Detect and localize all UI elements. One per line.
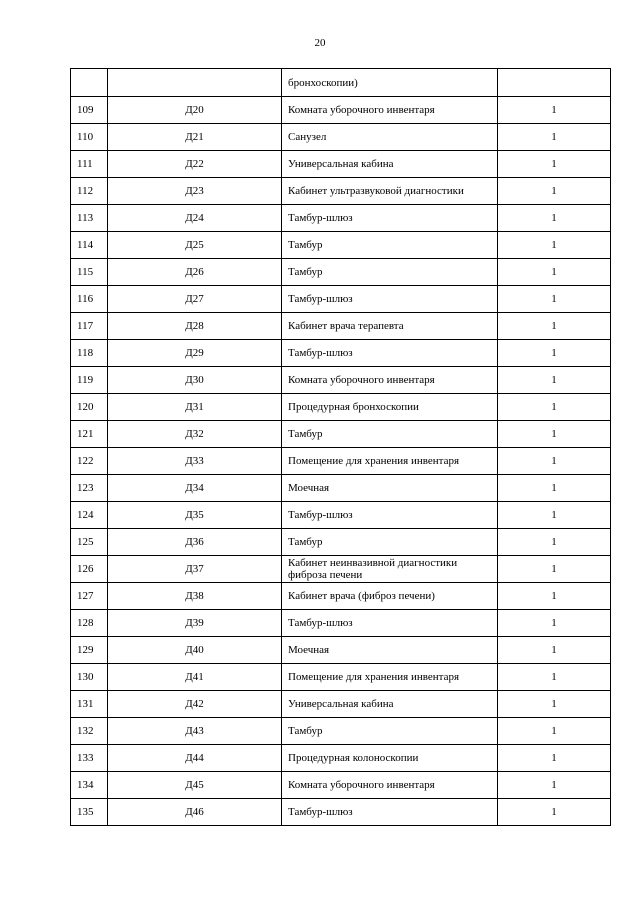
room-name-cell: бронхоскопии): [282, 69, 498, 97]
quantity-cell: 1: [498, 475, 611, 502]
table-row: [71, 691, 611, 718]
room-code-cell: Д33: [108, 448, 282, 475]
room-name-cell: Комната уборочного инвентаря: [282, 367, 498, 394]
quantity-cell: 1: [498, 556, 611, 583]
row-number-cell: 129: [71, 637, 108, 664]
row-number-cell: 114: [71, 232, 108, 259]
table-row: [71, 151, 611, 178]
table-row: [71, 178, 611, 205]
room-name-cell: Комната уборочного инвентаря: [282, 772, 498, 799]
table-row: [71, 313, 611, 340]
room-name-cell: Тамбур-шлюз: [282, 799, 498, 826]
quantity-cell: 1: [498, 664, 611, 691]
room-code-cell: Д26: [108, 259, 282, 286]
rooms-table-body: [71, 69, 611, 826]
room-name-cell: Процедурная бронхоскопии: [282, 394, 498, 421]
room-code-cell: Д23: [108, 178, 282, 205]
quantity-cell: 1: [498, 124, 611, 151]
row-number-cell: 121: [71, 421, 108, 448]
row-number-cell: 134: [71, 772, 108, 799]
room-code-cell: Д46: [108, 799, 282, 826]
room-code-cell: Д42: [108, 691, 282, 718]
table-row: [71, 610, 611, 637]
row-number-cell: 123: [71, 475, 108, 502]
row-number-cell: 120: [71, 394, 108, 421]
table-row: [71, 583, 611, 610]
quantity-cell: [498, 69, 611, 97]
room-code-cell: Д37: [108, 556, 282, 583]
room-code-cell: Д22: [108, 151, 282, 178]
table-row: [71, 286, 611, 313]
room-code-cell: Д25: [108, 232, 282, 259]
room-name-cell: Комната уборочного инвентаря: [282, 97, 498, 124]
room-code-cell: Д44: [108, 745, 282, 772]
table-row: [71, 745, 611, 772]
row-number-cell: 118: [71, 340, 108, 367]
table-row: [71, 232, 611, 259]
table-row: [71, 556, 611, 583]
room-name-cell: Кабинет ультразвуковой диагностики: [282, 178, 498, 205]
room-name-cell: Кабинет неинвазивной диагностики фиброза печени: [282, 556, 498, 583]
room-code-cell: Д27: [108, 286, 282, 313]
room-name-cell: Универсальная кабина: [282, 691, 498, 718]
room-name-cell: Универсальная кабина: [282, 151, 498, 178]
quantity-cell: 1: [498, 691, 611, 718]
quantity-cell: 1: [498, 97, 611, 124]
room-name-cell: Тамбур-шлюз: [282, 610, 498, 637]
table-row: [71, 448, 611, 475]
table-row: [71, 97, 611, 124]
quantity-cell: 1: [498, 394, 611, 421]
quantity-cell: 1: [498, 502, 611, 529]
room-code-cell: Д36: [108, 529, 282, 556]
room-code-cell: Д41: [108, 664, 282, 691]
quantity-cell: 1: [498, 367, 611, 394]
room-code-cell: Д30: [108, 367, 282, 394]
quantity-cell: 1: [498, 313, 611, 340]
row-number-cell: 135: [71, 799, 108, 826]
row-number-cell: 125: [71, 529, 108, 556]
room-code-cell: Д20: [108, 97, 282, 124]
row-number-cell: 130: [71, 664, 108, 691]
room-code-cell: Д38: [108, 583, 282, 610]
row-number-cell: 132: [71, 718, 108, 745]
quantity-cell: 1: [498, 421, 611, 448]
row-number-cell: 111: [71, 151, 108, 178]
room-code-cell: Д45: [108, 772, 282, 799]
room-code-cell: Д21: [108, 124, 282, 151]
quantity-cell: 1: [498, 178, 611, 205]
table-row: [71, 367, 611, 394]
quantity-cell: 1: [498, 799, 611, 826]
quantity-cell: 1: [498, 448, 611, 475]
rooms-table: [70, 68, 611, 826]
row-number-cell: 124: [71, 502, 108, 529]
room-name-cell: Тамбур-шлюз: [282, 502, 498, 529]
quantity-cell: 1: [498, 610, 611, 637]
room-name-cell: Тамбур: [282, 259, 498, 286]
room-name-cell: Кабинет врача терапевта: [282, 313, 498, 340]
row-number-cell: 110: [71, 124, 108, 151]
room-code-cell: Д32: [108, 421, 282, 448]
row-number-cell: 119: [71, 367, 108, 394]
table-row: [71, 124, 611, 151]
room-name-cell: Моечная: [282, 637, 498, 664]
room-code-cell: Д34: [108, 475, 282, 502]
row-number-cell: 128: [71, 610, 108, 637]
room-name-cell: Помещение для хранения инвентаря: [282, 448, 498, 475]
row-number-cell: 131: [71, 691, 108, 718]
room-name-cell: Тамбур-шлюз: [282, 205, 498, 232]
room-name-cell: Тамбур-шлюз: [282, 340, 498, 367]
quantity-cell: 1: [498, 286, 611, 313]
room-code-cell: Д43: [108, 718, 282, 745]
table-row: [71, 772, 611, 799]
row-number-cell: 127: [71, 583, 108, 610]
row-number-cell: 113: [71, 205, 108, 232]
row-number-cell: 122: [71, 448, 108, 475]
table-row-continued: [71, 69, 611, 97]
room-code-cell: Д40: [108, 637, 282, 664]
room-name-cell: Кабинет врача (фиброз печени): [282, 583, 498, 610]
quantity-cell: 1: [498, 205, 611, 232]
row-number-cell: 109: [71, 97, 108, 124]
room-name-cell: Тамбур-шлюз: [282, 286, 498, 313]
room-name-cell: Тамбур: [282, 232, 498, 259]
room-code-cell: Д24: [108, 205, 282, 232]
row-number-cell: [71, 69, 108, 97]
room-name-cell: Тамбур: [282, 529, 498, 556]
quantity-cell: 1: [498, 340, 611, 367]
row-number-cell: 116: [71, 286, 108, 313]
page-number: 20: [314, 37, 326, 49]
quantity-cell: 1: [498, 637, 611, 664]
table-row: [71, 637, 611, 664]
quantity-cell: 1: [498, 151, 611, 178]
room-name-cell: Процедурная колоноскопии: [282, 745, 498, 772]
room-code-cell: Д29: [108, 340, 282, 367]
room-code-cell: Д28: [108, 313, 282, 340]
row-number-cell: 117: [71, 313, 108, 340]
row-number-cell: 126: [71, 556, 108, 583]
quantity-cell: 1: [498, 529, 611, 556]
row-number-cell: 115: [71, 259, 108, 286]
room-name-cell: Моечная: [282, 475, 498, 502]
table-row: [71, 664, 611, 691]
table-row: [71, 340, 611, 367]
quantity-cell: 1: [498, 772, 611, 799]
quantity-cell: 1: [498, 232, 611, 259]
table-row: [71, 502, 611, 529]
table-row: [71, 421, 611, 448]
table-row: [71, 718, 611, 745]
room-code-cell: [108, 69, 282, 97]
table-row: [71, 205, 611, 232]
room-name-cell: Помещение для хранения инвентаря: [282, 664, 498, 691]
quantity-cell: 1: [498, 718, 611, 745]
quantity-cell: 1: [498, 745, 611, 772]
room-name-cell: Тамбур: [282, 718, 498, 745]
table-row: [71, 475, 611, 502]
room-name-cell: Санузел: [282, 124, 498, 151]
table-row: [71, 259, 611, 286]
quantity-cell: 1: [498, 583, 611, 610]
table-row: [71, 799, 611, 826]
table-row: [71, 394, 611, 421]
row-number-cell: 112: [71, 178, 108, 205]
row-number-cell: 133: [71, 745, 108, 772]
room-code-cell: Д31: [108, 394, 282, 421]
room-code-cell: Д39: [108, 610, 282, 637]
quantity-cell: 1: [498, 259, 611, 286]
table-row: [71, 529, 611, 556]
room-code-cell: Д35: [108, 502, 282, 529]
room-name-cell: Тамбур: [282, 421, 498, 448]
